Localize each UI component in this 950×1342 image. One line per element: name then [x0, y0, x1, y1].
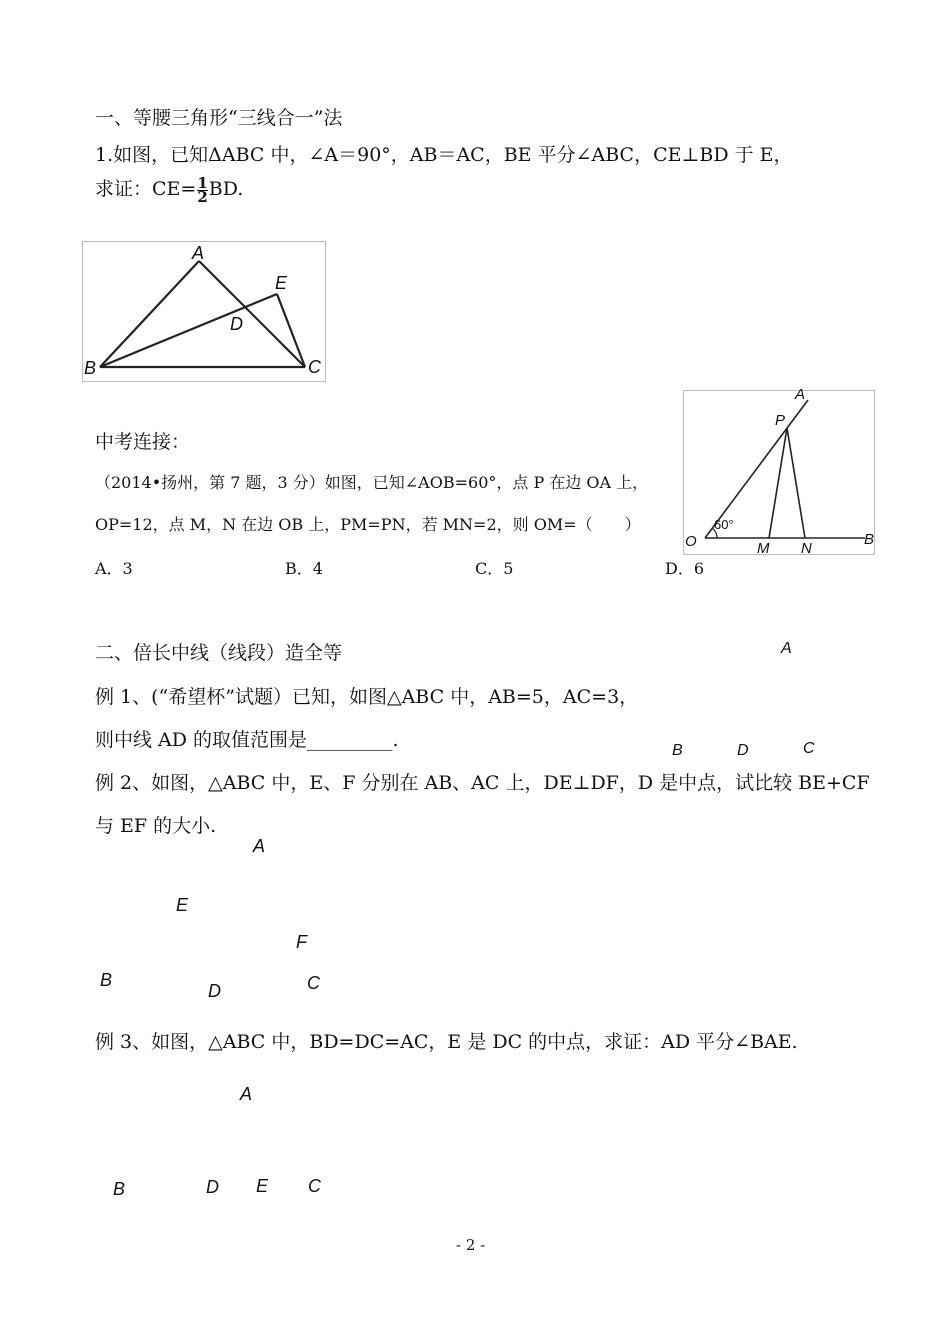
ex3-label-b: B: [113, 1179, 126, 1199]
ex3-label-e: E: [256, 1176, 269, 1196]
figure-triangle-abc-1-drawing: [82, 241, 327, 383]
aob-label-a: A: [795, 386, 806, 403]
exam-option-b: B．4: [285, 559, 323, 578]
exam-link-line1: （2014•扬州，第 7 题，3 分）如图，已知∠AOB=60°，点 P 在边 OA 上，: [95, 473, 649, 492]
section1-title: 一、等腰三角形“三线合一”法: [95, 107, 343, 129]
ex3-label-a: A: [240, 1084, 253, 1104]
ex2-label-e: E: [176, 895, 189, 915]
example3-line1: 例 3、如图，△ABC 中，BD=DC=AC，E 是 DC 的中点，求证：AD 平分∠BAE.: [95, 1031, 798, 1053]
ex3-label-c: C: [308, 1176, 321, 1196]
problem1-line2: [95, 174, 243, 204]
ex1-label-b: B: [672, 742, 683, 759]
fig1-label-a: A: [192, 243, 205, 263]
aob-label-m: M: [757, 540, 770, 557]
example1-line2: 则中线 AD 的取值范围是_________.: [95, 729, 399, 751]
aob-label-n: N: [801, 540, 812, 557]
exam-option-a: A．3: [95, 559, 133, 578]
fraction-one-half: [197, 173, 208, 206]
fraction-denominator: 2: [197, 187, 208, 206]
example2-line2: 与 EF 的大小.: [95, 815, 217, 837]
aob-label-angle: 60°: [714, 517, 734, 532]
section2-title: 二、倍长中线（线段）造全等: [95, 642, 343, 664]
aob-label-o: O: [685, 533, 697, 550]
fig1-label-d: D: [230, 314, 243, 334]
ex2-label-a: A: [253, 836, 266, 856]
ex2-label-f: F: [296, 932, 307, 952]
figure-angle-aob: [683, 386, 876, 557]
problem1-line1: 1.如图，已知ΔABC 中，∠A＝90°，AB＝AC，BE 平分∠ABC，CE⊥BD 于 E，: [95, 144, 793, 166]
fig1-label-c: C: [308, 357, 321, 377]
ex3-label-d: D: [206, 1177, 219, 1197]
exam-option-c: C．5: [475, 559, 514, 578]
ex2-label-d: D: [208, 981, 221, 1001]
exam-link-heading: 中考连接：: [95, 431, 191, 453]
problem1-line2-suffix: BD.: [208, 178, 244, 200]
ex1-label-a: A: [781, 640, 792, 657]
ex2-label-b: B: [100, 970, 113, 990]
ex1-label-c: C: [803, 740, 815, 757]
exam-link-line2: OP=12，点 M，N 在边 OB 上，PM=PN，若 MN=2，则 OM=（ ）: [95, 515, 641, 534]
aob-label-p: P: [775, 412, 786, 429]
aob-label-b: B: [864, 531, 875, 548]
example2-line1: 例 2、如图，△ABC 中，E、F 分别在 AB、AC 上，DE⊥DF，D 是中点，试比较 BE+CF: [95, 772, 870, 794]
ex2-label-c: C: [307, 973, 320, 993]
ex1-label-d: D: [737, 742, 749, 759]
example1-line1: 例 1、(“希望杯”试题）已知，如图△ABC 中，AB=5，AC=3，: [95, 686, 639, 708]
page-number: - 2 -: [456, 1236, 486, 1254]
fig1-label-b: B: [84, 358, 97, 378]
fraction-numerator: 1: [197, 173, 208, 192]
figure-triangle-abc-1: [82, 241, 327, 383]
exam-option-d: D．6: [665, 559, 705, 578]
problem1-line2-prefix: 求证：CE=: [95, 178, 197, 200]
fig1-label-e: E: [275, 273, 288, 293]
